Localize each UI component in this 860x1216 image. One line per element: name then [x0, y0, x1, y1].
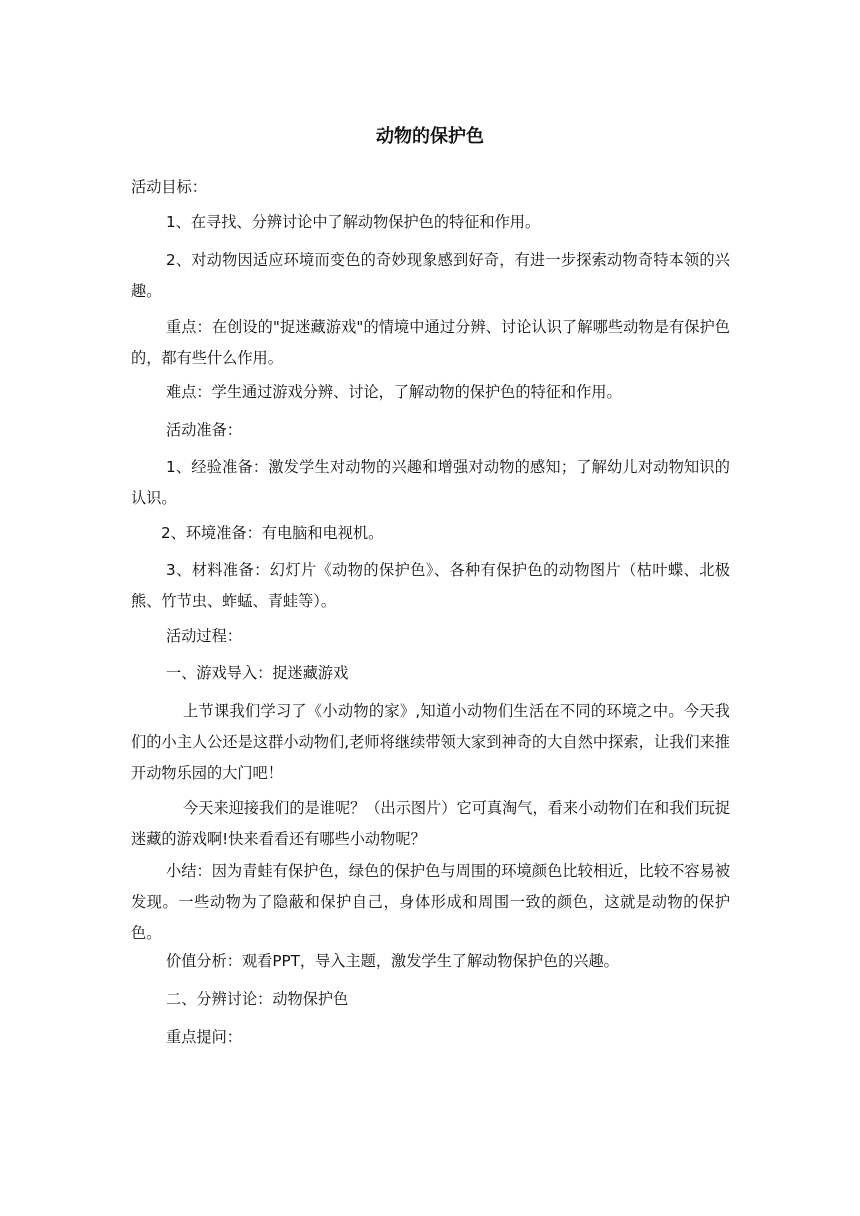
paragraph-prep-1: 1、经验准备：激发学生对动物的兴趣和增强对动物的感知；了解幼儿对动物知识的认识。: [131, 458, 730, 507]
paragraph-prep-2: 2、环境准备：有电脑和电视机。: [161, 524, 384, 542]
paragraph-section-1: 一、游戏导入：捉迷藏游戏: [166, 664, 349, 682]
paragraph-prep-3: 3、材料准备：幻灯片《动物的保护色》、各种有保护色的动物图片（枯叶蝶、北极熊、竹节虫、蚱蜢、青蛙等）。: [131, 561, 730, 610]
document-title: 动物的保护色: [376, 126, 484, 147]
paragraph-value-analysis: 价值分析：观看PPT，导入主题，激发学生了解动物保护色的兴趣。: [166, 952, 619, 970]
paragraph-intro-2: 今天来迎接我们的是谁呢？（出示图片）它可真淘气，看来小动物们在和我们玩捉迷藏的游戏啊!快来看看还有哪些小动物呢？: [131, 799, 730, 848]
paragraph-summary: 小结：因为青蛙有保护色，绿色的保护色与周围的环境颜色比较相近，比较不容易被发现。一些动物为了隐蔽和保护自己，身体形成和周围一致的颜色，这就是动物的保护色。: [131, 862, 730, 942]
paragraph-activity-goals: 活动目标：: [131, 178, 207, 196]
paragraph-difficulty: 难点：学生通过游戏分辨、讨论，了解动物的保护色的特征和作用。: [166, 383, 622, 401]
paragraph-key-questions: 重点提问：: [166, 1028, 242, 1046]
paragraph-goal-2: 2、对动物因适应环境而变色的奇妙现象感到好奇，有进一步探索动物奇特本领的兴趣。: [131, 251, 730, 300]
paragraph-key-point: 重点：在创设的"捉迷藏游戏"的情境中通过分辨、讨论认识了解哪些动物是有保护色的，都有些什么作用。: [131, 318, 730, 367]
paragraph-section-2: 二、分辨讨论：动物保护色: [166, 990, 349, 1008]
paragraph-preparation: 活动准备：: [166, 421, 242, 439]
paragraph-intro-1: 上节课我们学习了《小动物的家》,知道小动物们生活在不同的环境之中。今天我们的小主人公还是这群小动物们,老师将继续带领大家到神奇的大自然中探索，让我们来推开动物乐园的大门吧！: [131, 702, 730, 782]
paragraph-process: 活动过程：: [166, 627, 242, 645]
paragraph-goal-1: 1、在寻找、分辨讨论中了解动物保护色的特征和作用。: [166, 213, 541, 231]
